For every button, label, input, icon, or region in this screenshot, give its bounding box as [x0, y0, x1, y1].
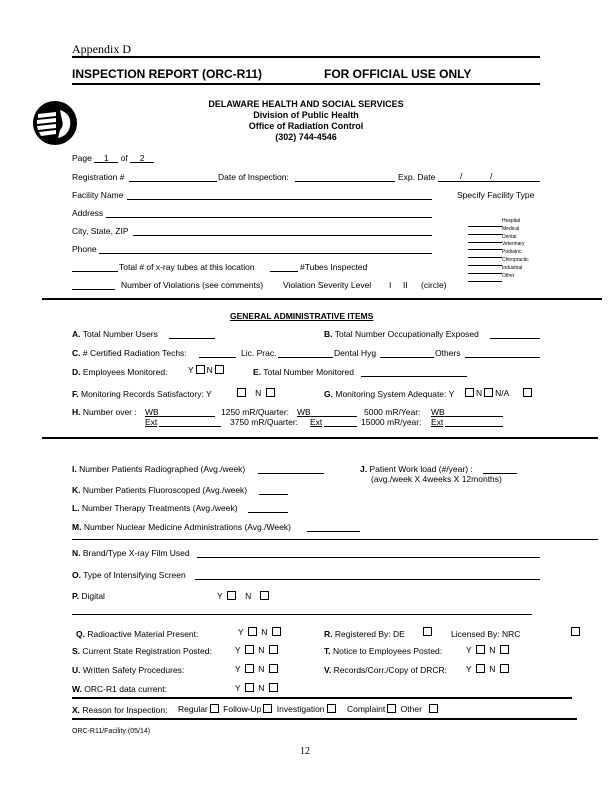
item-d-label: Employees Monitored: [82, 367, 168, 377]
no-label: N [245, 591, 252, 601]
item-c-label: # Certified Radiation Techs: [82, 348, 187, 358]
facility-type-label: Hospital [502, 218, 521, 224]
page-of: of [120, 153, 128, 163]
item-f-yes-checkbox[interactable] [237, 388, 246, 397]
item-n-label: Brand/Type X-ray Film Used [82, 548, 190, 558]
h-1250-label: 1250 mR/Quarter: [221, 407, 290, 417]
item-n-field[interactable] [197, 557, 540, 558]
facility-type-list [468, 209, 548, 279]
item-j [360, 464, 473, 474]
exp-date-slash-1: / [460, 171, 463, 181]
item-u-no-checkbox[interactable] [269, 664, 278, 673]
facility-type-label: Medical [502, 225, 520, 232]
no-label: N [261, 627, 268, 637]
section-divider-2 [42, 437, 598, 439]
item-v [324, 665, 447, 675]
item-w-no-checkbox[interactable] [269, 683, 278, 692]
h-ext-field[interactable] [159, 426, 221, 427]
no-label: N [489, 664, 496, 674]
item-letter: M. [72, 522, 82, 532]
item-h [72, 407, 137, 417]
item-o-label: Type of Intensifying Screen [83, 570, 186, 580]
item-c [72, 348, 187, 358]
h-wb-label: WB [297, 407, 311, 417]
item-letter: D. [72, 367, 81, 377]
severity-circle-note: (circle) [421, 280, 447, 290]
facility-type-label: Podiatric [502, 249, 522, 256]
item-x-label: Reason for Inspection: [82, 705, 168, 715]
reason-regular-label: Regular [178, 704, 208, 714]
na-label: N/A [495, 388, 510, 398]
no-label: N [206, 365, 213, 375]
item-letter: H. [72, 407, 81, 417]
item-c-others-field[interactable] [465, 357, 540, 358]
form-id: ORC-R11/Facility (05/14) [72, 728, 151, 735]
item-d-options [188, 365, 226, 375]
item-w-yes-checkbox[interactable] [245, 683, 254, 692]
item-p-label: Digital [81, 591, 105, 601]
item-c-dental-label: Dental Hyg [334, 348, 377, 358]
no-label: N [476, 388, 483, 398]
item-letter: X. [72, 705, 81, 715]
item-b-field[interactable] [490, 338, 540, 339]
page-number-footer: 12 [300, 746, 310, 757]
item-q-yes-checkbox[interactable] [248, 627, 257, 636]
facility-type-item[interactable] [468, 225, 548, 240]
item-q-no-checkbox[interactable] [272, 627, 281, 636]
item-k-field[interactable] [259, 494, 288, 495]
yes-label: Y [188, 365, 194, 375]
item-s-yes-checkbox[interactable] [245, 645, 254, 654]
item-letter: A. [72, 329, 81, 339]
page-number-value: 1 [103, 153, 109, 163]
yes-label: Y [466, 664, 472, 674]
item-r-nrc-label: Licensed By: NRC [451, 629, 521, 639]
item-v-label: Records/Corr./Copy of DRCR: [333, 665, 448, 675]
item-p [72, 591, 105, 601]
facility-name-label: Facility Name [72, 190, 124, 200]
item-m-label: Number Nuclear Medicine Administrations (Avg./Week) [83, 522, 291, 532]
item-v-no-checkbox[interactable] [500, 664, 509, 673]
facility-type-label: Chiropractic [502, 256, 529, 263]
severity-label: Violation Severity Level [283, 280, 372, 290]
item-letter: S. [72, 646, 81, 656]
item-r-nrc-options [569, 627, 582, 637]
severity-option-2[interactable]: II [403, 280, 408, 290]
facility-type-item[interactable] [468, 240, 548, 256]
general-heading: GENERAL ADMINISTRATIVE ITEMS [230, 311, 374, 321]
item-j-note: (avg./week X 4weeks X 12months) [371, 474, 502, 484]
page-label: Page [72, 153, 92, 163]
item-c-lic-field[interactable] [278, 357, 333, 358]
item-u [72, 665, 184, 675]
section-divider-5 [72, 697, 572, 699]
item-f-no-checkbox[interactable] [266, 388, 275, 397]
tubes-inspected-label: #Tubes Inspected [300, 262, 368, 272]
item-c-others-label: Others [435, 348, 461, 358]
item-letter: O. [72, 570, 81, 580]
yes-label: Y [466, 645, 472, 655]
appendix-label: Appendix D [72, 42, 131, 56]
facility-type-label: Other [502, 272, 515, 279]
yes-label: Y [235, 664, 241, 674]
item-letter: W. [72, 684, 82, 694]
inspection-date-field[interactable] [295, 181, 395, 182]
reason-other-label: Other [400, 704, 422, 714]
facility-type-item[interactable] [468, 209, 548, 224]
item-letter: B. [324, 329, 333, 339]
reason-investigation-checkbox[interactable] [327, 704, 336, 713]
tubes-total-field[interactable] [72, 271, 118, 272]
item-p-no-checkbox[interactable] [260, 591, 269, 600]
item-m-field[interactable] [307, 531, 360, 532]
reason-followup-label: Follow-Up [223, 704, 262, 714]
item-e-label: Total Number Monitored [263, 367, 354, 377]
item-letter: G. [324, 389, 333, 399]
city-field[interactable] [133, 235, 432, 236]
item-c-techs-field[interactable] [199, 357, 236, 358]
item-w [72, 684, 167, 694]
item-t-yes-checkbox[interactable] [476, 645, 485, 654]
item-e [253, 367, 354, 377]
registration-field[interactable] [129, 181, 217, 182]
item-e-field[interactable] [361, 376, 467, 377]
item-f-label: Monitoring Records Satisfactory: Y [81, 389, 212, 399]
item-q-options [238, 627, 283, 637]
phone-label: Phone [72, 244, 97, 254]
h-wb-year-field[interactable] [445, 416, 503, 417]
facility-type-item[interactable] [468, 232, 548, 248]
city-label: City, State, ZIP [72, 226, 129, 236]
item-k [72, 485, 247, 495]
exp-date-slash-2: / [490, 171, 493, 181]
item-i [72, 464, 245, 474]
section-divider-4 [72, 614, 532, 615]
item-i-label: Number Patients Radiographed (Avg./week) [79, 464, 246, 474]
item-b-label: Total Number Occupationally Exposed [334, 329, 479, 339]
item-s-options [235, 645, 280, 655]
item-letter: E. [253, 367, 262, 377]
h-5000-label: 5000 mR/Year: [364, 407, 421, 417]
tubes-inspected-field[interactable] [270, 271, 298, 272]
reason-regular-checkbox[interactable] [210, 704, 219, 713]
item-l-field[interactable] [248, 512, 288, 513]
item-letter: L. [72, 503, 80, 513]
item-letter: J. [360, 464, 368, 474]
item-letter: N. [72, 548, 81, 558]
reason-investigation-label: Investigation [276, 704, 325, 714]
h-wb-label: WB [431, 407, 445, 417]
page-number[interactable] [94, 153, 118, 163]
h-ext-label: Ext [431, 417, 444, 427]
item-c-lic-label: Lic. Prac. [241, 348, 277, 358]
page-total-value: 2 [139, 153, 145, 163]
item-r-de-checkbox[interactable] [423, 627, 432, 636]
item-r-nrc-checkbox[interactable] [571, 627, 580, 636]
item-k-label: Number Patients Fluoroscoped (Avg./week) [82, 485, 248, 495]
item-c-dental-field[interactable] [380, 357, 434, 358]
item-g-options [463, 388, 534, 398]
item-i-field[interactable] [258, 473, 324, 474]
address-label: Address [72, 208, 104, 218]
item-o-field[interactable] [195, 579, 540, 580]
agency-name: DELAWARE HEALTH AND SOCIAL SERVICES [208, 99, 404, 109]
item-m [72, 522, 291, 532]
item-p-options [217, 591, 271, 601]
section-divider-1 [42, 298, 602, 300]
yes-label: Y [235, 683, 241, 693]
h-ext-label: Ext [310, 417, 323, 427]
tubes-total-label: Total # of x-ray tubes at this location [119, 262, 255, 272]
h-3750-label: 3750 mR/Quarter: [230, 417, 299, 427]
item-letter: F. [72, 389, 79, 399]
item-r [324, 629, 405, 639]
phone-field[interactable] [99, 253, 432, 254]
item-t [324, 646, 442, 656]
item-letter: U. [72, 665, 81, 675]
exp-date-field[interactable] [438, 181, 540, 182]
item-l-label: Number Therapy Treatments (Avg./week) [81, 503, 238, 513]
facility-name-field[interactable] [127, 199, 432, 200]
item-l [72, 503, 238, 513]
item-h-label: Number over : [82, 407, 137, 417]
item-a [72, 329, 158, 339]
item-letter: C. [72, 348, 81, 358]
item-a-field[interactable] [169, 338, 215, 339]
division-name: Division of Public Health [253, 110, 359, 120]
item-r-de-options [421, 627, 434, 637]
item-v-yes-checkbox[interactable] [476, 664, 485, 673]
yes-label: Y [235, 645, 241, 655]
item-t-label: Notice to Employees Posted: [333, 646, 443, 656]
item-w-options [235, 683, 280, 693]
h-ext-quarter-field[interactable] [324, 426, 357, 427]
agency-phone: (302) 744-4546 [275, 132, 337, 142]
reason-followup-checkbox[interactable] [263, 704, 272, 713]
h-wb-label: WB [145, 407, 159, 417]
no-label: N [258, 683, 265, 693]
reason-complaint-label: Complaint [346, 704, 386, 714]
reason-options [178, 704, 440, 714]
no-label: N [258, 645, 265, 655]
office-name: Office of Radiation Control [248, 121, 364, 131]
facility-type-label: Industrial [502, 264, 523, 271]
reason-complaint-checkbox[interactable] [387, 704, 396, 713]
yes-label: Y [217, 591, 223, 601]
h-wb-1250-field[interactable] [159, 416, 215, 417]
item-g-yes-checkbox[interactable] [465, 388, 474, 397]
facility-type-label: Dental [502, 233, 517, 240]
header-rule [72, 83, 540, 85]
item-q-label: Radioactive Material Present: [87, 629, 199, 639]
reason-other-checkbox[interactable] [429, 704, 438, 713]
item-letter: T. [324, 646, 331, 656]
item-g-label: Monitoring System Adequate: Y [335, 389, 455, 399]
exp-date-label: Exp. Date [398, 172, 436, 182]
item-letter: K. [72, 485, 81, 495]
item-f-options [235, 388, 277, 398]
item-s [72, 646, 212, 656]
h-ext-year-field[interactable] [445, 426, 503, 427]
item-s-no-checkbox[interactable] [269, 645, 278, 654]
item-d [72, 367, 167, 377]
item-letter: Q. [76, 629, 85, 639]
item-s-label: Current State Registration Posted: [82, 646, 212, 656]
item-v-options [466, 664, 511, 674]
item-b [324, 329, 479, 339]
item-t-options [466, 645, 511, 655]
facility-type-item[interactable] [468, 264, 548, 279]
item-d-yes-checkbox[interactable] [196, 365, 205, 374]
item-a-label: Total Number Users [82, 329, 158, 339]
section-divider-6 [72, 718, 577, 720]
violations-field[interactable] [72, 289, 115, 290]
item-letter: I. [72, 464, 77, 474]
h-ext-label: Ext [145, 417, 158, 427]
facility-type-item[interactable] [468, 248, 548, 263]
no-label: N [258, 664, 265, 674]
address-field[interactable] [106, 217, 432, 218]
inspection-date-label: Date of Inspection: [218, 172, 289, 182]
item-o [72, 570, 186, 580]
item-p-yes-checkbox[interactable] [227, 591, 236, 600]
item-x [72, 705, 167, 715]
item-g-na-checkbox[interactable] [523, 388, 532, 397]
no-label: N [255, 388, 262, 398]
item-j-label: Patient Work load (#/year) : [369, 464, 473, 474]
item-q [76, 629, 198, 639]
facility-type-item[interactable] [468, 217, 548, 232]
facility-type-label: Veterinary [502, 241, 525, 248]
violations-label: Number of Violations (see comments) [121, 280, 264, 290]
item-u-yes-checkbox[interactable] [245, 664, 254, 673]
item-g-no-checkbox[interactable] [484, 388, 493, 397]
item-d-no-checkbox[interactable] [215, 365, 224, 374]
item-f [72, 389, 212, 399]
item-r-label: Registered By: DE [334, 629, 405, 639]
item-t-no-checkbox[interactable] [500, 645, 509, 654]
item-letter: P. [72, 591, 79, 601]
h-15000-label: 15000 mR/year: [361, 417, 422, 427]
facility-type-item[interactable] [468, 256, 548, 271]
page-total[interactable] [130, 153, 154, 163]
severity-option-1[interactable]: I [389, 280, 392, 290]
section-divider-3 [72, 539, 598, 540]
yes-label: Y [238, 627, 244, 637]
official-use: FOR OFFICIAL USE ONLY [324, 67, 472, 81]
item-u-label: Written Safety Procedures: [82, 665, 185, 675]
item-u-options [235, 664, 280, 674]
item-letter: R. [324, 629, 333, 639]
item-n [72, 548, 190, 558]
top-rule [72, 56, 540, 58]
specify-type-label: Specify Facility Type [457, 190, 535, 200]
report-title: INSPECTION REPORT (ORC-R11) [72, 67, 263, 81]
item-w-label: ORC-R1 data current: [84, 684, 167, 694]
registration-label: Registration # [72, 172, 125, 182]
page-indicator [72, 153, 154, 163]
item-g [324, 389, 454, 399]
no-label: N [489, 645, 496, 655]
item-letter: V. [324, 665, 332, 675]
dhss-logo [32, 100, 78, 146]
